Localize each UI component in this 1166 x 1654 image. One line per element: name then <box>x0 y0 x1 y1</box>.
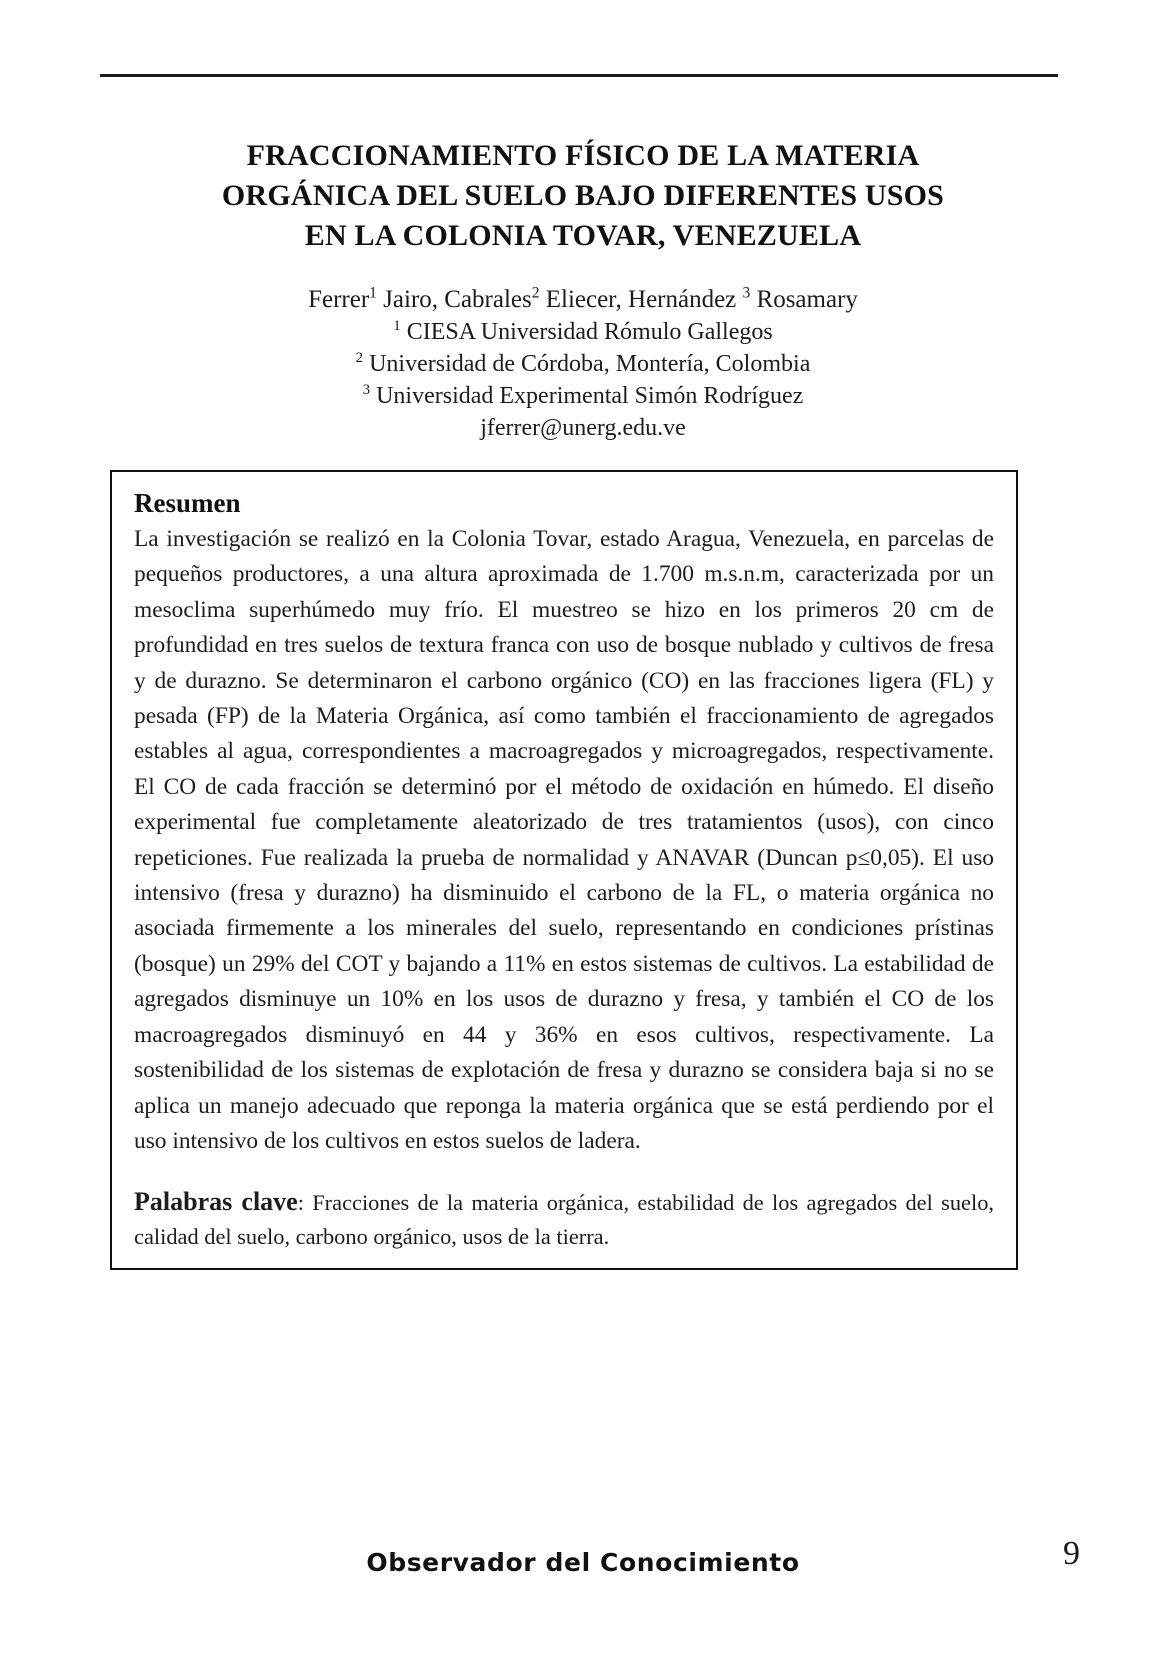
affiliation-3-marker: 3 <box>362 382 371 398</box>
affiliation-3 <box>120 380 1046 412</box>
keywords-line <box>134 1185 994 1254</box>
author-email[interactable]: jferrer@unerg.edu.ve <box>480 415 686 441</box>
abstract-box <box>110 470 1018 1270</box>
abstract-heading: Resumen <box>134 488 241 518</box>
author-3-affil-marker: 3 <box>742 284 751 302</box>
author-block <box>120 283 1046 445</box>
affiliation-1 <box>120 316 1046 348</box>
keywords-label: Palabras clave <box>134 1187 298 1217</box>
affiliation-3-text: Universidad Experimental Simón Rodríguez <box>370 383 804 409</box>
affiliation-2-marker: 2 <box>355 350 364 366</box>
page-title <box>120 136 1046 256</box>
author-byline <box>120 283 1046 316</box>
author-1-surname: Ferrer <box>308 286 370 313</box>
affiliation-2-text: Universidad de Córdoba, Montería, Colombia <box>363 351 811 377</box>
page-number: 9 <box>1063 1535 1080 1572</box>
author-1-given: Jairo, Cabrales <box>376 286 532 313</box>
abstract-body: La investigación se realizó en la Colonia Tovar, estado Aragua, Venezuela, en parcelas de pequeños productores, a una altura aproximada de 1.700 m.s.n.m, caracterizada por un mesoclima superhúmedo muy frío. El muestreo se hizo en los primeros 20 cm de profundidad en tres suelos de textura franca con uso de bosque nublado y cultivos de fresa y de durazno. Se determinaron el carbono orgánico (CO) en las fracciones ligera (FL) y pesada (FP) de la Materia Orgánica, así como también el fraccionamiento de agregados estables al agua, correspondientes a macroagregados y microagregados, respectivamente. El CO de cada fracción se determinó por el método de oxidación en húmedo. El diseño experimental fue completamente aleatorizado de tres tratamientos (usos), con cinco repeticiones. Fue realizada la prueba de normalidad y ANAVAR (Duncan p≤0,05). El uso intensivo (fresa y durazno) ha disminuido el carbono de la FL, o materia orgánica no asociada firmemente a los minerales del suelo, representando en condiciones prístinas (bosque) un 29% del COT y bajando a 11% en estos sistemas de cultivos. La estabilidad de agregados disminuye un 10% en los usos de durazno y fresa, y también el CO de los macroagregados disminuyó en 44 y 36% en esos cultivos, respectivamente. La sostenibilidad de los sistemas de explotación de fresa y durazno se considera baja si no se aplica un manejo adecuado que reponga la materia orgánica que se está perdiendo por el uso intensivo de los cultivos en estos suelos de ladera. <box>134 526 994 1154</box>
author-1-affil-marker: 1 <box>369 284 377 302</box>
author-3-given: Rosamary <box>750 286 858 313</box>
affiliation-1-marker: 1 <box>393 318 401 334</box>
affiliation-1-text: CIESA Universidad Rómulo Gallegos <box>400 319 773 345</box>
author-2-affil-marker: 2 <box>531 284 540 302</box>
author-2-given: Eliecer, Hernández <box>539 286 743 313</box>
keywords-text: Fracciones de la materia orgánica, estabilidad de los agregados del suelo, calidad del suelo, carbono orgánico, usos de la tierra. <box>134 1190 994 1250</box>
title-line-3: EN LA COLONIA TOVAR, VENEZUELA <box>304 219 862 252</box>
title-line-2: ORGÁNICA DEL SUELO BAJO DIFERENTES USOS <box>221 179 945 212</box>
affiliation-2 <box>120 348 1046 380</box>
footer-journal-name: Observador del Conocimiento <box>366 1548 800 1577</box>
title-line-1: FRACCIONAMIENTO FÍSICO DE LA MATERIA <box>246 139 920 172</box>
header-rule <box>100 74 1058 77</box>
keywords-separator: : <box>297 1190 313 1216</box>
